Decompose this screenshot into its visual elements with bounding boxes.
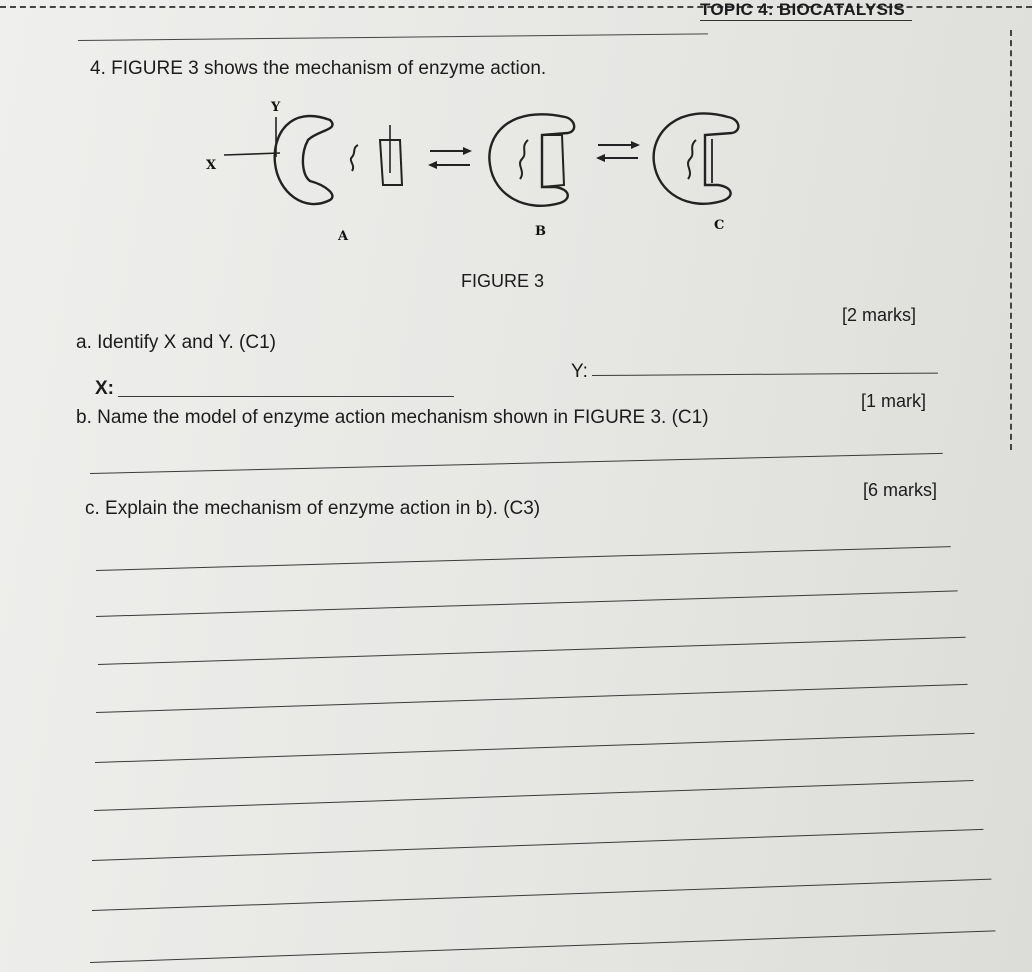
header-rule xyxy=(78,33,708,41)
pointer-x xyxy=(224,153,280,155)
figure-label-a: A xyxy=(338,229,349,244)
figure-label-b: B xyxy=(535,224,546,239)
answer-line-c5[interactable] xyxy=(95,733,975,763)
equilibrium-arrows-2 xyxy=(596,141,640,162)
complex-substrate xyxy=(542,135,564,187)
question-part-b: b. Name the model of enzyme action mechanism shown in FIGURE 3. (C1) xyxy=(76,407,709,428)
answer-line-c7[interactable] xyxy=(92,829,983,861)
figure-label-c: C xyxy=(714,218,725,233)
enzyme-c xyxy=(654,113,739,203)
figure-caption: FIGURE 3 xyxy=(461,271,545,291)
answer-line-b[interactable] xyxy=(90,453,943,474)
answer-label-x: X: xyxy=(95,378,114,399)
active-site-c xyxy=(688,140,696,179)
marks-part-a: [2 marks] xyxy=(842,305,917,325)
active-site-a xyxy=(351,145,358,171)
figure-label-x: X xyxy=(206,158,217,173)
marks-part-b: [1 mark] xyxy=(861,391,927,411)
answer-line-c4[interactable] xyxy=(96,684,968,713)
answer-line-y[interactable] xyxy=(592,373,938,376)
question-part-c: c. Explain the mechanism of enzyme action in b). (C3) xyxy=(85,498,541,519)
equilibrium-arrows-1 xyxy=(428,147,472,169)
substrate xyxy=(380,140,402,185)
answer-line-c6[interactable] xyxy=(94,780,974,811)
answer-line-c3[interactable] xyxy=(98,637,966,665)
answer-line-c1[interactable] xyxy=(96,546,951,571)
answer-label-y: Y: xyxy=(571,361,588,382)
question-title: 4. FIGURE 3 shows the mechanism of enzyme action. xyxy=(90,58,547,79)
enzyme-a xyxy=(275,116,333,204)
enzyme-mechanism-figure xyxy=(180,95,760,245)
figure-label-y: Y xyxy=(271,100,281,115)
question-part-a: a. Identify X and Y. (C1) xyxy=(76,332,276,353)
topic-underline xyxy=(700,20,912,21)
active-site-b xyxy=(520,140,528,179)
answer-line-c2[interactable] xyxy=(96,590,958,617)
answer-line-c9[interactable] xyxy=(90,930,995,963)
enzyme-b xyxy=(489,114,574,205)
answer-line-c8[interactable] xyxy=(92,879,991,911)
cut-line-right xyxy=(1010,30,1012,450)
answer-line-x[interactable] xyxy=(118,396,454,397)
marks-part-c: [6 marks] xyxy=(863,480,938,500)
topic-heading: TOPIC 4: BIOCATALYSIS xyxy=(700,0,905,19)
